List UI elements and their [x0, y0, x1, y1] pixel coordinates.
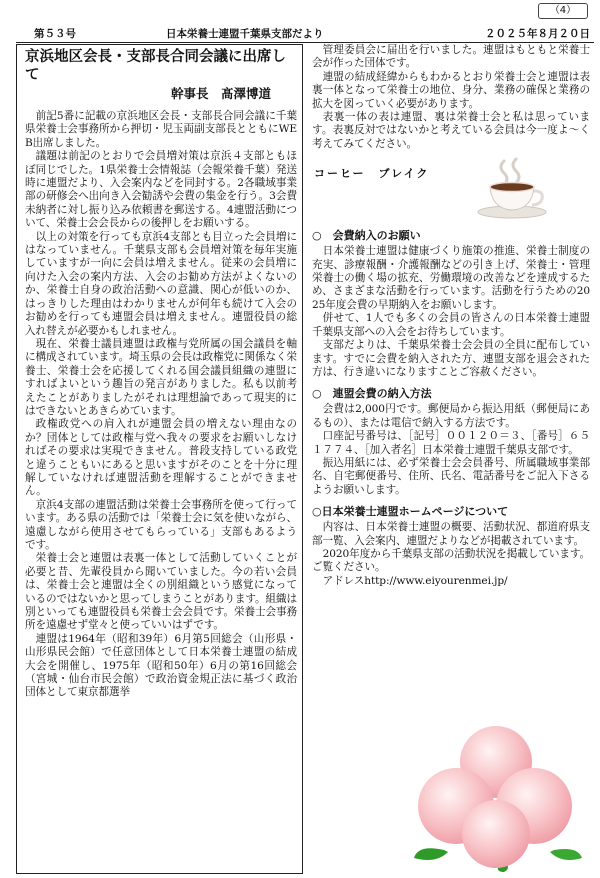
right-column — [312, 44, 590, 588]
issue-date: ２０２５年８月２０日 — [485, 28, 590, 40]
article-paragraph: 現在、栄養士議員連盟は政権与党所属の国会議員を軸に構成されています。埼玉県の会長は政権党に関係なく栄養士、栄養士会を応援してくれる国会議員組織の連盟にすればよいという趣旨の発言がありました。私も以前考えたことがありましたがそれは理想論であって現実的にはできないとあきらめています。 — [25, 337, 297, 417]
article-paragraph: 前記5番に記載の京浜地区会長・支部長合同会議に千葉県栄養士会事務所から押切・児玉両副支部長とともにWEB出席しました。 — [25, 110, 297, 149]
section-paragraph: 内容は、日本栄養士連盟の概要、活動状況、都道府県支部一覧、入会案内、連盟だよりなどが掲載されています。 — [312, 521, 590, 547]
section-heading-payment-method: ○ 連盟会費の納入方法 — [312, 387, 432, 401]
newsletter-title: 日本栄養士連盟千葉県支部だより — [166, 28, 324, 40]
article-paragraph: 連盟は1964年（昭和39年）6月第5回総会（山形県・山形県民会館）で任意団体として日本栄養士連盟の結成大会を開催し、1975年（昭和50年）6月の第16回総会（宮城・仙台市民会館）で政治資金規正法に基づく政治団体として東京都選挙 — [25, 632, 297, 699]
article-paragraph: 政権政党への肩入れが連盟会員の増えない理由なのか？団体としては政権与党へ我々の要求をお願いしなければその要求は実現できません。普段支持している政党と違うこともいにあると思いますがそのことを十分に理解していなければ連盟活動を理解することができません。 — [25, 418, 297, 498]
article-paragraph: 議題は前記のとおりで会員増対策は京浜４支部ともほぼ同じでした。1県栄養士会情報誌（会報栄養千葉）発送時に連盟だより、入会案内などを同封する。2各職域事業部の研修会へ出向き入会勧誘や会費の集金を行う。3会費未納者に対し振り込み依頼書を郵送する。4連盟活動について、栄養士会会長からの後押しをお願いする。 — [25, 150, 297, 230]
peach-illustration-icon — [404, 722, 584, 872]
section-paragraph: 支部だよりは、千葉県栄養士会会員の全員に配布しています。すでに会費を納入された方、連盟支部を退会された方は、行き違いになりますことご容赦ください。 — [312, 339, 590, 378]
section-paragraph: 口座記号番号は、［記号］００１２０＝３、［番号］６５１７７４、［加入者名］日本栄養士連盟千葉県支部です。 — [312, 430, 590, 456]
continued-paragraph: 表裏一体の表は連盟、裏は栄養士会と私は思っています。表裏反対ではないかと考えている会員は今一度よ～く考えてみてください。 — [312, 111, 590, 150]
article-title: 京浜地区会長・支部長合同会議に出席して — [25, 49, 286, 83]
section-heading-homepage: ○日本栄養士連盟ホームページについて — [312, 505, 509, 519]
section-paragraph: 振込用紙には、必ず栄養士会会員番号、所属職域事業部名、自宅郵便番号、住所、氏名、電話番号をご記入下さるようお願いします。 — [312, 456, 590, 496]
continued-paragraph: 連盟の結成経緯からもわかるとおり栄養士会と連盟は表裏一体となって栄養士の地位、身分、業務の確保と業務の拡大を図っていく必要があります。 — [312, 70, 590, 110]
article-paragraph: 以上の対策を行っても京浜4支部とも目立った会員増にはなっていません。千葉県支部も会員増対策を毎年実施していますが一向に会員は増えません。従来の会員増に向けた入会の案内方法、入会のお勧め方法がよくないのか、栄養士自身の政治活動への意識、関心が低いのか、はっきりした理由はわかりませんが何年も続けて入会のお勧めを行っても連盟会員は増えません。連盟役員の総入れ替えが必要かもしれません。 — [25, 230, 297, 337]
homepage-address: アドレスhttp://www.eiyourenmei.jp/ — [322, 574, 508, 587]
section-paragraph: 会費は2,000円です。郵便局から振込用紙（郵便局にあるもの）、または電信で納入する方法です。 — [312, 403, 590, 429]
coffee-cup-icon — [474, 157, 550, 219]
coffee-break — [312, 157, 590, 221]
section-paragraph: 日本栄養士連盟は健康づくり施策の推進、栄養士制度の充実、診療報酬・介護報酬などの引き上げ、栄養士・管理栄養士の働く場の拡充、労働環境の改善などを達成するため、さまざまな活動を行っています。活動を行うための2025年度会費の早期納入をお願いします。 — [312, 245, 590, 311]
article-paragraph: 栄養士会と連盟は表裏一体として活動していくことが必要と昔、先輩役員から聞いていました。今の若い会員は、栄養士会と連盟は全くの別組織という感覚になっているのではないかと思ってしまうことがあります。組織は別といっても連盟役員も栄養士会会員です。栄養士会事務所を遠慮せず堂々と使っていいはずです。 — [25, 552, 297, 632]
left-article-box — [16, 44, 303, 874]
section-paragraph: 併せて、1人でも多くの会員の皆さんの日本栄養士連盟千葉県支部への入会をお待ちしています。 — [312, 312, 590, 338]
page-number: （4） — [538, 3, 588, 19]
section-heading-fee-request: ○ 会費納入のお願い — [312, 229, 421, 243]
continued-paragraph: 管理委員会に届出を行いました。連盟はもともと栄養士会が作った団体です。 — [312, 44, 590, 70]
section-paragraph: 2020年度から千葉県支部の活動状況を掲載しています。ご覧ください。 — [312, 547, 590, 574]
newsletter-header — [16, 24, 594, 43]
article-paragraph: 京浜4支部の連盟活動は栄養士会事務所を使って行っています。ある県の活動では「栄養士会に気を使いながら、遠慮しながら使用させてもらっている」支部もあるようです。 — [25, 498, 297, 551]
article-author: 幹事長 髙澤博道 — [170, 86, 271, 101]
issue-number: 第５３号 — [34, 28, 76, 40]
coffee-break-label: コーヒー ブレイク — [314, 167, 430, 181]
